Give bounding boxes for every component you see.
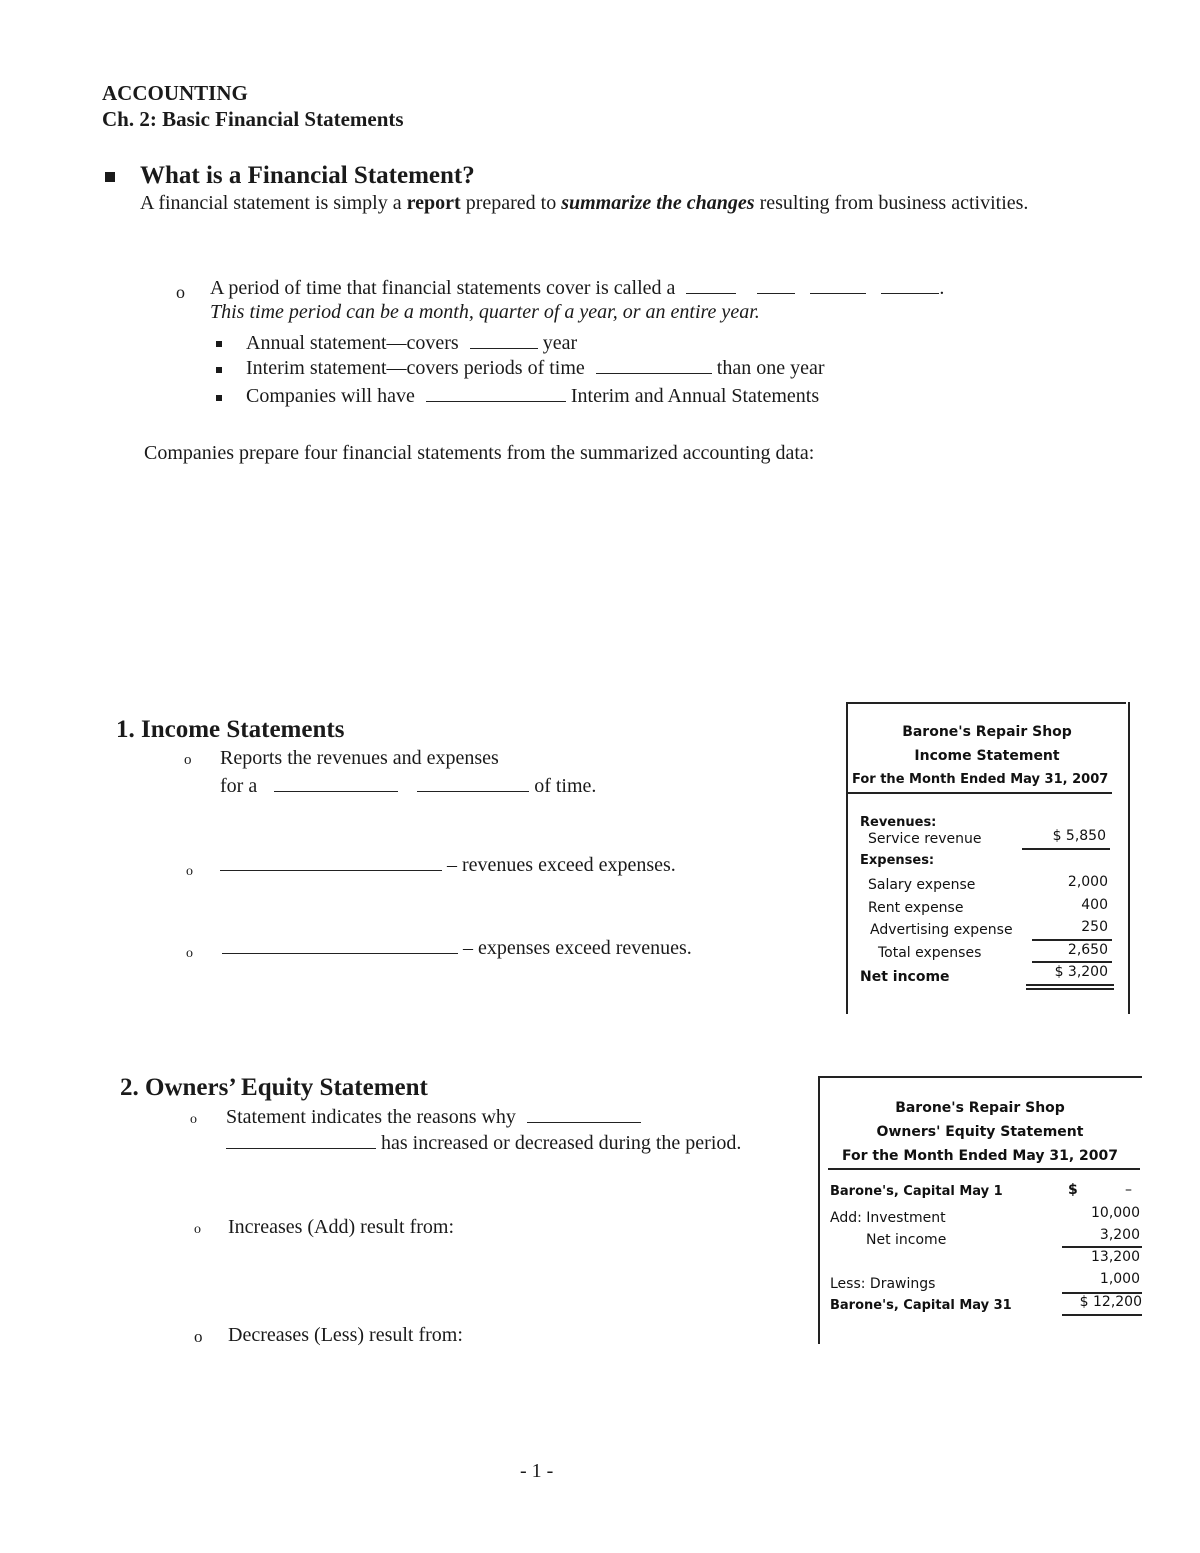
- net-income-label: Net income: [866, 1232, 947, 1248]
- statement-title: Owners' Equity Statement: [876, 1124, 1084, 1140]
- fill-blank: [810, 292, 866, 294]
- less-drawings-label: Less: Drawings: [830, 1276, 936, 1292]
- fill-blank: [686, 292, 736, 294]
- salary-expense-value: 2,000: [1067, 874, 1108, 890]
- circle-bullet-icon: o: [184, 752, 192, 768]
- net-income-definition: – revenues exceed expenses.: [220, 853, 676, 877]
- square-bullet-icon: [105, 172, 115, 182]
- service-revenue-value: $ 5,850: [1052, 828, 1106, 844]
- total-expenses-label: Total expenses: [878, 945, 982, 961]
- square-bullet-icon: [216, 341, 222, 347]
- course-title: ACCOUNTING: [102, 81, 248, 105]
- circle-bullet-icon: o: [190, 1112, 197, 1127]
- circle-bullet-icon: o: [194, 1327, 203, 1346]
- summarize-term: summarize the changes: [561, 192, 755, 214]
- add-investment-label: Add: Investment: [830, 1210, 946, 1226]
- statement-period: For the Month Ended May 31, 2007: [852, 772, 1109, 787]
- net-income-label: Net income: [860, 969, 950, 985]
- rent-expense-label: Rent expense: [868, 900, 964, 916]
- fill-blank: [274, 790, 398, 792]
- salary-expense-label: Salary expense: [868, 877, 976, 893]
- drawings-value: 1,000: [1099, 1271, 1140, 1287]
- fill-blank: [426, 400, 566, 402]
- report-term: report: [406, 192, 461, 214]
- net-loss-definition: – expenses exceed revenues.: [222, 936, 692, 960]
- advertising-expense-value: 250: [1081, 919, 1108, 935]
- total-expenses-value: 2,650: [1067, 942, 1108, 958]
- fill-blank: [220, 869, 442, 871]
- period-line: A period of time that financial statements cover is called a .: [210, 277, 945, 299]
- rent-expense-value: 400: [1081, 897, 1108, 913]
- square-bullet-icon: [216, 367, 222, 373]
- fill-blank: [470, 347, 538, 349]
- fill-blank: [881, 292, 939, 294]
- four-statements-line: Companies prepare four financial statements from the summarized accounting data:: [144, 442, 815, 464]
- capital-start-label: Barone's, Capital May 1: [830, 1184, 1003, 1199]
- owners-equity-title: 2. Owners’ Equity Statement: [120, 1074, 428, 1101]
- increased-line: has increased or decreased during the period.: [226, 1131, 741, 1155]
- companies-line: Companies will have Interim and Annual Statements: [246, 385, 820, 407]
- capital-start-value: –: [1125, 1182, 1132, 1198]
- reasons-line: Statement indicates the reasons why: [226, 1105, 641, 1129]
- advertising-expense-label: Advertising expense: [870, 922, 1013, 938]
- net-income-value: $ 3,200: [1054, 964, 1108, 980]
- document-header: [102, 80, 404, 132]
- service-revenue-label: Service revenue: [868, 831, 982, 847]
- square-bullet-icon: [216, 395, 222, 401]
- circle-bullet-icon: o: [186, 864, 193, 879]
- owners-equity-exhibit: [818, 1076, 1146, 1344]
- capital-end-value: $ 12,200: [1079, 1294, 1142, 1310]
- fill-blank: [226, 1147, 376, 1149]
- fill-blank: [222, 952, 458, 954]
- investment-value: 10,000: [1091, 1205, 1140, 1221]
- interim-line: Interim statement—covers periods of time than one year: [246, 357, 825, 379]
- fill-blank: [417, 790, 529, 792]
- page-number: - 1 -: [520, 1460, 554, 1482]
- capital-end-label: Barone's, Capital May 31: [830, 1298, 1012, 1313]
- statement-title: Income Statement: [914, 748, 1060, 764]
- fill-blank: [596, 372, 712, 374]
- net-income-value: 3,200: [1099, 1227, 1140, 1243]
- company-name: Barone's Repair Shop: [902, 724, 1072, 740]
- subtotal-value: 13,200: [1091, 1249, 1140, 1265]
- fill-blank: [757, 292, 795, 294]
- capital-start-dollar: $: [1068, 1182, 1078, 1198]
- reports-line: Reports the revenues and expenses: [220, 747, 499, 769]
- decreases-line: Decreases (Less) result from:: [228, 1324, 463, 1346]
- company-name: Barone's Repair Shop: [895, 1100, 1065, 1116]
- increases-line: Increases (Add) result from:: [228, 1216, 455, 1238]
- circle-bullet-icon: o: [194, 1222, 201, 1237]
- income-statement-exhibit: [846, 702, 1132, 1014]
- circle-bullet-icon: o: [186, 946, 193, 961]
- chapter-title: Ch. 2: Basic Financial Statements: [102, 107, 404, 131]
- for-a-line: for a of time.: [220, 775, 597, 797]
- expenses-label: Expenses:: [860, 853, 935, 868]
- statement-period: For the Month Ended May 31, 2007: [841, 1148, 1118, 1164]
- period-note: This time period can be a month, quarter of a year, or an entire year.: [210, 301, 760, 323]
- intro-paragraph: A financial statement is simply a report prepared to summarize the changes resulting from business activities.: [140, 192, 1029, 214]
- circle-bullet-icon: o: [176, 282, 185, 302]
- intro-heading: What is a Financial Statement?: [140, 162, 475, 189]
- fill-blank: [527, 1121, 641, 1123]
- annual-line: Annual statement—covers year: [246, 332, 578, 354]
- revenues-label: Revenues:: [860, 815, 937, 830]
- income-statements-title: 1. Income Statements: [116, 716, 345, 743]
